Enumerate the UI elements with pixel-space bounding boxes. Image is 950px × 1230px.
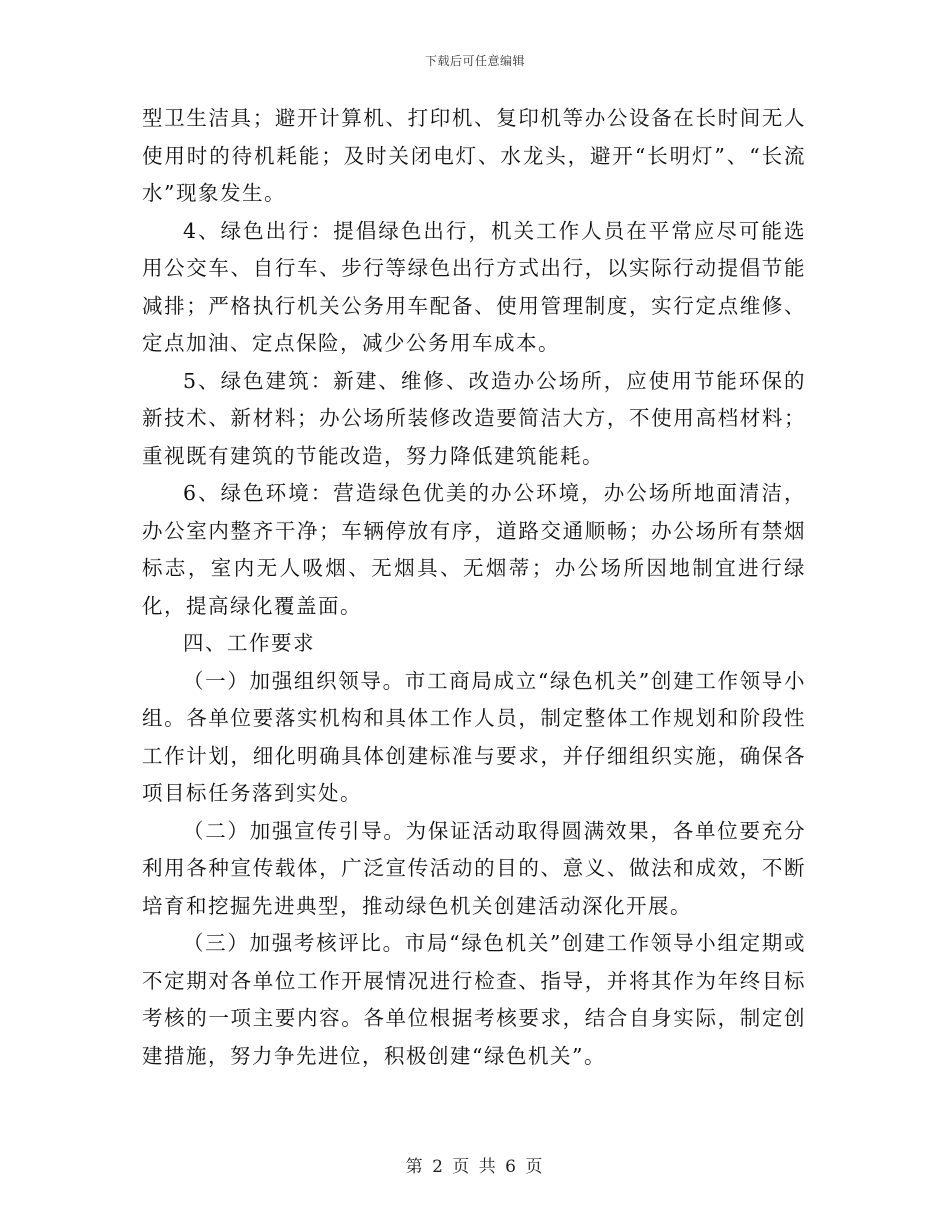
page-header: 下载后可任意编辑: [424, 54, 525, 68]
paragraph-organization-leadership: （一）加强组织领导。市工商局成立“绿色机关”创建工作领导小组。各单位要落实机构和具体工作人员，制定整体工作规划和阶段性工作计划，细化明确具体创建标准与要求，并仔细组织实施，确保各项目标任务落到实处。: [142, 668, 806, 805]
paragraph-green-building: 5、绿色建筑：新建、维修、改造办公场所，应使用节能环保的新技术、新材料；办公场所装修改造要简洁大方，不使用高档材料；重视既有建筑的节能改造，努力降低建筑能耗。: [142, 368, 806, 468]
page-number-footer: 第 2 页 共 6 页: [405, 1157, 545, 1177]
document-body: [142, 100, 806, 1075]
section-heading-work-requirements: 四、工作要求: [183, 631, 315, 655]
paragraph-green-environment: 6、绿色环境：营造绿色优美的办公环境，办公场所地面清洁，办公室内整齐干净；车辆停放有序，道路交通顺畅；办公场所有禁烟标志，室内无人吸烟、无烟具、无烟蒂；办公场所因地制宜进行绿化，提高绿化覆盖面。: [142, 481, 806, 618]
paragraph-assessment-evaluation: （三）加强考核评比。市局“绿色机关”创建工作领导小组定期或不定期对各单位工作开展情况进行检查、指导，并将其作为年终目标考核的一项主要内容。各单位根据考核要求，结合自身实际，制定创建措施，努力争先进位，积极创建“绿色机关”。: [142, 931, 806, 1068]
paragraph-continuation: 型卫生洁具；避开计算机、打印机、复印机等办公设备在长时间无人使用时的待机耗能；及时关闭电灯、水龙头，避开“长明灯”、“长流水”现象发生。: [142, 106, 806, 205]
paragraph-green-travel: 4、绿色出行：提倡绿色出行，机关工作人员在平常应尽可能选用公交车、自行车、步行等绿色出行方式出行，以实际行动提倡节能减排；严格执行机关公务用车配备、使用管理制度，实行定点维修、定点加油、定点保险，减少公务用车成本。: [142, 218, 806, 355]
paragraph-publicity-guidance: （二）加强宣传引导。为保证活动取得圆满效果，各单位要充分利用各种宣传载体，广泛宣传活动的目的、意义、做法和成效，不断培育和挖掘先进典型，推动绿色机关创建活动深化开展。: [142, 818, 806, 918]
